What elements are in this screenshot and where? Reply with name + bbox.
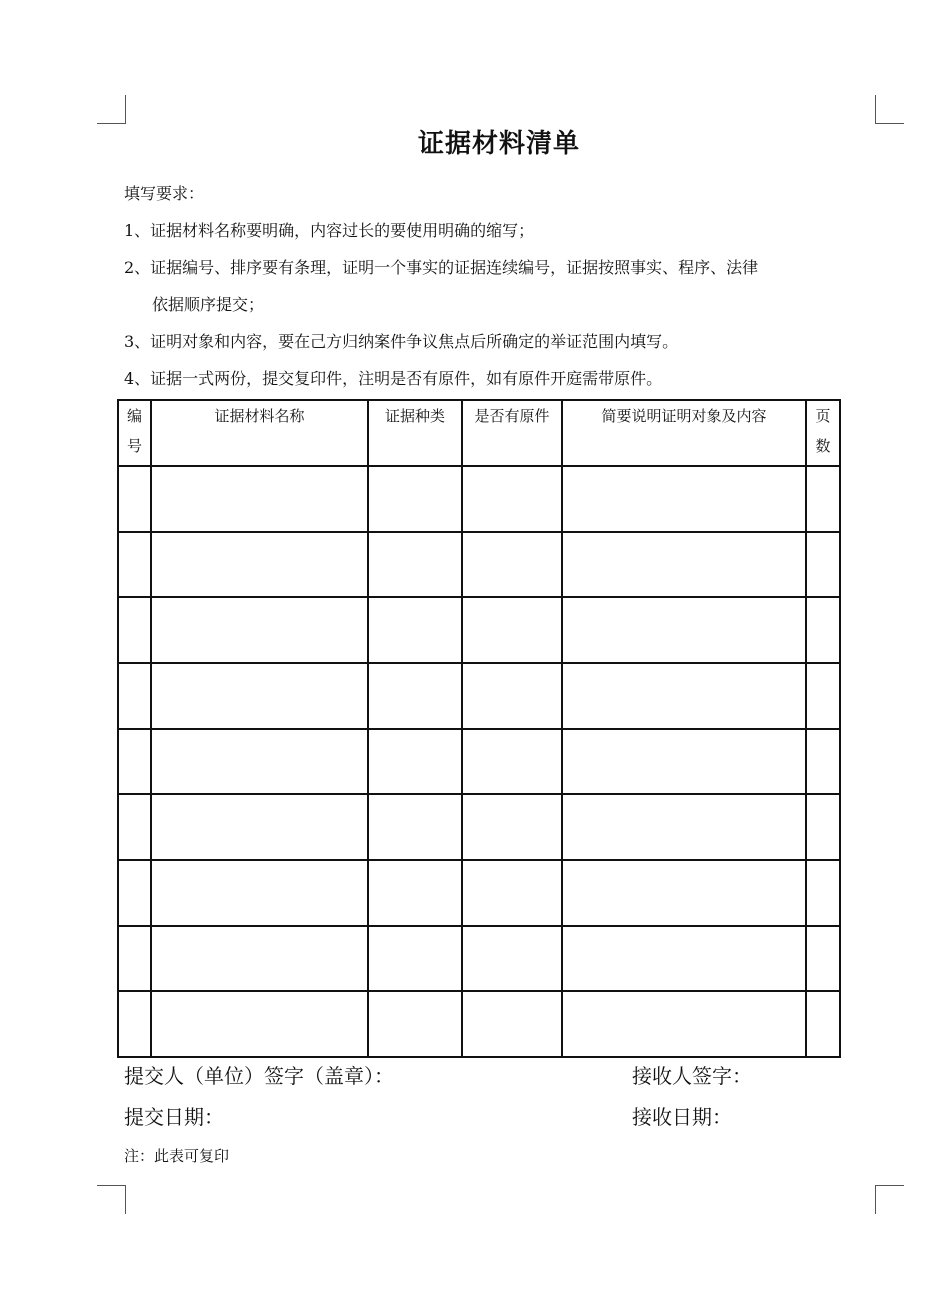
table-row [118,926,840,992]
cell-pages[interactable] [806,532,840,598]
table-row [118,991,840,1057]
cell-has-original[interactable] [462,466,562,532]
header-pages-char-2: 数 [815,437,831,455]
cell-type[interactable] [368,926,462,992]
cell-pages[interactable] [806,794,840,860]
table-row [118,794,840,860]
receiver-signature-label: 接收人签字： [632,1064,752,1088]
table-row [118,597,840,663]
cell-type[interactable] [368,860,462,926]
crop-mark-bottom-right [875,1185,904,1214]
header-number [118,400,151,466]
cell-pages[interactable] [806,860,840,926]
cell-name[interactable] [151,532,368,598]
cell-description[interactable] [562,532,806,598]
table-header-row [118,400,840,466]
cell-number[interactable] [118,532,151,598]
header-name: 证据材料名称 [151,400,368,466]
cell-name[interactable] [151,991,368,1057]
requirement-3: 3、证明对象和内容，要在己方归纳案件争议焦点后所确定的举证范围内填写。 [124,332,679,351]
cell-name[interactable] [151,926,368,992]
cell-pages[interactable] [806,926,840,992]
cell-has-original[interactable] [462,991,562,1057]
cell-type[interactable] [368,597,462,663]
cell-type[interactable] [368,532,462,598]
cell-name[interactable] [151,597,368,663]
cell-description[interactable] [562,663,806,729]
requirement-1: 1、证据材料名称要明确，内容过长的要使用明确的缩写； [124,221,535,240]
cell-pages[interactable] [806,729,840,795]
cell-name[interactable] [151,860,368,926]
table-row [118,532,840,598]
requirements-label: 填写要求： [124,184,205,203]
cell-name[interactable] [151,466,368,532]
cell-number[interactable] [118,597,151,663]
cell-number[interactable] [118,466,151,532]
cell-has-original[interactable] [462,860,562,926]
cell-number[interactable] [118,991,151,1057]
evidence-table [117,399,841,1058]
cell-description[interactable] [562,926,806,992]
cell-type[interactable] [368,991,462,1057]
receive-date-label: 接收日期： [632,1105,732,1129]
cell-type[interactable] [368,729,462,795]
header-pages-char-1: 页 [815,407,831,425]
cell-description[interactable] [562,729,806,795]
document-title: 证据材料清单 [417,129,580,159]
cell-pages[interactable] [806,663,840,729]
header-pages [806,400,840,466]
table-row [118,860,840,926]
copy-note: 注：此表可复印 [124,1147,230,1165]
cell-name[interactable] [151,663,368,729]
submitter-signature-label: 提交人（单位）签字（盖章）： [124,1064,394,1088]
submit-date-label: 提交日期： [124,1105,224,1129]
requirement-4: 4、证据一式两份，提交复印件，注明是否有原件，如有原件开庭需带原件。 [124,369,663,388]
cell-has-original[interactable] [462,729,562,795]
cell-pages[interactable] [806,597,840,663]
requirement-2: 2、证据编号、排序要有条理，证明一个事实的证据连续编号，证据按照事实、程序、法律 [124,258,759,277]
table-row [118,663,840,729]
cell-type[interactable] [368,663,462,729]
cell-description[interactable] [562,597,806,663]
header-description: 简要说明证明对象及内容 [562,400,806,466]
cell-has-original[interactable] [462,663,562,729]
cell-pages[interactable] [806,991,840,1057]
cell-number[interactable] [118,794,151,860]
requirement-2-continued: 依据顺序提交； [152,295,265,314]
cell-number[interactable] [118,729,151,795]
cell-name[interactable] [151,729,368,795]
cell-number[interactable] [118,860,151,926]
cell-description[interactable] [562,794,806,860]
cell-has-original[interactable] [462,794,562,860]
crop-mark-bottom-left [97,1185,126,1214]
cell-pages[interactable] [806,466,840,532]
header-number-char-2: 号 [126,437,142,455]
cell-description[interactable] [562,466,806,532]
cell-has-original[interactable] [462,532,562,598]
header-type: 证据种类 [368,400,462,466]
cell-has-original[interactable] [462,597,562,663]
cell-type[interactable] [368,794,462,860]
cell-type[interactable] [368,466,462,532]
cell-has-original[interactable] [462,926,562,992]
cell-number[interactable] [118,926,151,992]
cell-description[interactable] [562,991,806,1057]
cell-description[interactable] [562,860,806,926]
cell-number[interactable] [118,663,151,729]
crop-mark-top-right [875,95,904,124]
crop-mark-top-left [97,95,126,124]
header-has-original: 是否有原件 [462,400,562,466]
table-row [118,466,840,532]
cell-name[interactable] [151,794,368,860]
header-number-char-1: 编 [126,407,142,425]
table-row [118,729,840,795]
